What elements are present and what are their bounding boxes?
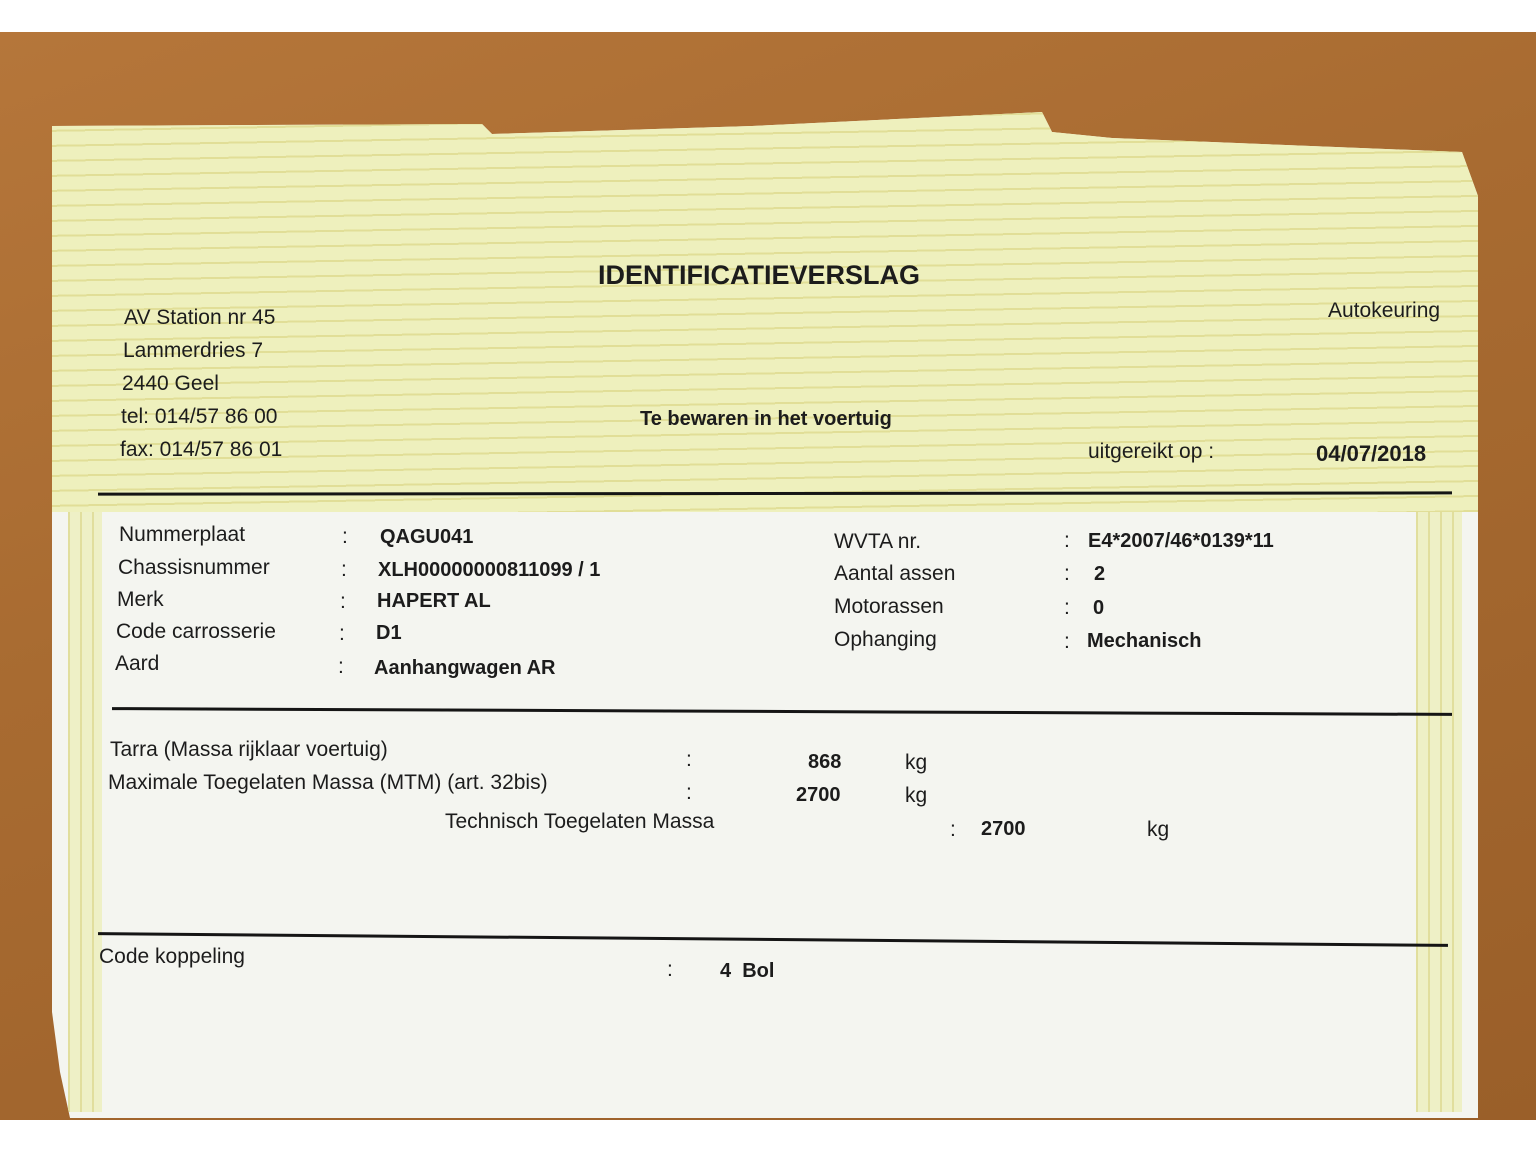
colon: : bbox=[341, 558, 347, 581]
wvta-label: WVTA nr. bbox=[834, 530, 922, 553]
station-name: AV Station nr 45 bbox=[124, 306, 276, 329]
coupling-label: Code koppeling bbox=[99, 945, 245, 968]
type-value: Aanhangwagen AR bbox=[374, 657, 556, 679]
plate-label: Nummerplaat bbox=[119, 523, 246, 546]
org-name: Autokeuring bbox=[1328, 299, 1441, 322]
colon: : bbox=[1064, 596, 1070, 619]
body-code-label: Code carrosserie bbox=[116, 620, 276, 643]
colon: : bbox=[686, 748, 692, 771]
tare-label: Tarra (Massa rijklaar voertuig) bbox=[110, 738, 388, 761]
coupling-value: 4 Bol bbox=[720, 960, 775, 982]
keep-note: Te bewaren in het voertuig bbox=[640, 408, 892, 430]
chassis-label: Chassisnummer bbox=[118, 556, 270, 579]
colon: : bbox=[339, 622, 345, 645]
colon: : bbox=[338, 655, 344, 678]
axles-label: Aantal assen bbox=[834, 562, 956, 585]
station-tel: tel: 014/57 86 00 bbox=[121, 405, 278, 428]
colon: : bbox=[1064, 562, 1070, 585]
station-street: Lammerdries 7 bbox=[123, 339, 264, 362]
mtm-unit: kg bbox=[905, 784, 928, 807]
colon: : bbox=[1064, 630, 1070, 653]
suspension-value: Mechanisch bbox=[1087, 630, 1202, 652]
colon: : bbox=[686, 781, 692, 804]
type-label: Aard bbox=[115, 652, 160, 675]
technical-mass-value: 2700 bbox=[981, 818, 1026, 840]
goca-watermark-right bbox=[1416, 512, 1462, 1112]
chassis-value: XLH00000000811099 / 1 bbox=[378, 559, 601, 581]
colon: : bbox=[950, 818, 956, 841]
body-code-value: D1 bbox=[376, 622, 402, 644]
goca-watermark-left bbox=[68, 512, 102, 1112]
station-fax: fax: 014/57 86 01 bbox=[120, 438, 283, 461]
technical-mass-unit: kg bbox=[1147, 818, 1170, 841]
colon: : bbox=[1064, 529, 1070, 552]
axles-value: 2 bbox=[1094, 563, 1106, 585]
tare-value: 868 bbox=[808, 751, 842, 773]
issued-label: uitgereikt op : bbox=[1088, 440, 1215, 463]
plate-value: QAGU041 bbox=[380, 526, 474, 548]
document-title: IDENTIFICATIEVERSLAG bbox=[598, 260, 921, 290]
issued-date: 04/07/2018 bbox=[1316, 441, 1427, 466]
mtm-label: Maximale Toegelaten Massa (MTM) (art. 32bis) bbox=[108, 771, 548, 794]
colon: : bbox=[667, 958, 673, 981]
motor-axles-label: Motorassen bbox=[834, 595, 944, 618]
colon: : bbox=[340, 590, 346, 613]
mtm-value: 2700 bbox=[796, 784, 841, 806]
make-value: HAPERT AL bbox=[377, 590, 491, 612]
motor-axles-value: 0 bbox=[1093, 597, 1105, 619]
technical-mass-label: Technisch Toegelaten Massa bbox=[445, 810, 715, 833]
station-city: 2440 Geel bbox=[122, 372, 219, 395]
make-label: Merk bbox=[117, 588, 164, 611]
wvta-value: E4*2007/46*0139*11 bbox=[1088, 530, 1274, 552]
tare-unit: kg bbox=[905, 751, 928, 774]
colon: : bbox=[342, 525, 348, 548]
suspension-label: Ophanging bbox=[834, 628, 937, 651]
